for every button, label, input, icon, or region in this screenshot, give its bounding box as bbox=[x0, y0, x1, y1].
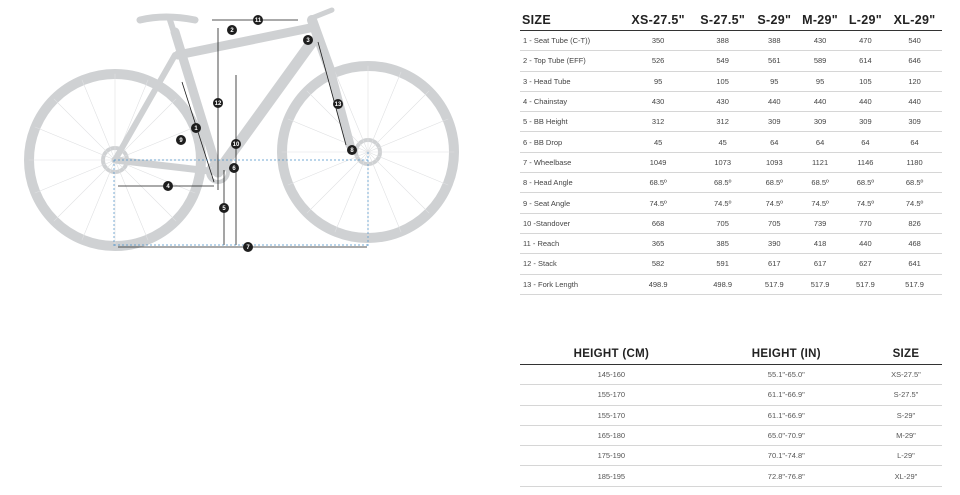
size-header: HEIGHT (CM) bbox=[520, 344, 703, 365]
measurement-value: 105 bbox=[693, 71, 752, 91]
measurement-value: 440 bbox=[797, 91, 844, 111]
measurement-value: 312 bbox=[693, 112, 752, 132]
size-chart-cell: M-29" bbox=[870, 425, 942, 445]
table-row bbox=[520, 254, 942, 274]
size-chart-cell: L-29" bbox=[870, 446, 942, 466]
table-row bbox=[520, 446, 942, 466]
measurement-value: 1049 bbox=[623, 152, 693, 172]
size-header: SIZE bbox=[870, 344, 942, 365]
geometry-header-row bbox=[520, 10, 942, 31]
measurement-value: 430 bbox=[623, 91, 693, 111]
measurement-value: 617 bbox=[797, 254, 844, 274]
measurement-value: 64 bbox=[752, 132, 796, 152]
table-row bbox=[520, 466, 942, 486]
measurement-value: 440 bbox=[887, 91, 942, 111]
measurement-value: 1146 bbox=[844, 152, 888, 172]
measurement-value: 74.5º bbox=[623, 193, 693, 213]
measurement-value: 826 bbox=[887, 213, 942, 233]
measurement-value: 440 bbox=[844, 233, 888, 253]
measurement-value: 74.5º bbox=[887, 193, 942, 213]
measurement-value: 309 bbox=[844, 112, 888, 132]
geometry-header: XS-27.5" bbox=[623, 10, 693, 31]
marker-6-icon bbox=[229, 163, 239, 173]
measurement-label: 7 - Wheelbase bbox=[520, 152, 623, 172]
table-row bbox=[520, 152, 942, 172]
marker-9-icon bbox=[176, 135, 186, 145]
marker-11-icon bbox=[253, 15, 263, 25]
measurement-label: 10 -Standover bbox=[520, 213, 623, 233]
table-row bbox=[520, 112, 942, 132]
measurement-value: 1093 bbox=[752, 152, 796, 172]
size-chart-cell: 155-170 bbox=[520, 405, 703, 425]
size-chart-table bbox=[520, 344, 942, 487]
measurement-value: 390 bbox=[752, 233, 796, 253]
measurement-value: 440 bbox=[752, 91, 796, 111]
size-header: HEIGHT (IN) bbox=[703, 344, 870, 365]
size-chart-cell: 165-180 bbox=[520, 425, 703, 445]
svg-text:3: 3 bbox=[306, 38, 310, 44]
marker-10-icon bbox=[231, 139, 241, 149]
measurement-value: 440 bbox=[844, 91, 888, 111]
measurement-value: 705 bbox=[752, 213, 796, 233]
size-chart-body bbox=[520, 365, 942, 487]
measurement-label: 3 - Head Tube bbox=[520, 71, 623, 91]
svg-text:13: 13 bbox=[334, 102, 342, 108]
measurement-value: 561 bbox=[752, 51, 796, 71]
measurement-value: 614 bbox=[844, 51, 888, 71]
table-row bbox=[520, 91, 942, 111]
measurement-value: 68.5º bbox=[693, 173, 752, 193]
size-chart-cell: 61.1"-66.9" bbox=[703, 385, 870, 405]
measurement-value: 74.5º bbox=[844, 193, 888, 213]
table-row bbox=[520, 365, 942, 385]
measurement-value: 517.9 bbox=[797, 274, 844, 294]
marker-12-icon bbox=[213, 98, 223, 108]
measurement-value: 468 bbox=[887, 233, 942, 253]
bike-geometry-diagram bbox=[0, 0, 480, 300]
table-row bbox=[520, 31, 942, 51]
table-row bbox=[520, 405, 942, 425]
measurement-value: 430 bbox=[693, 91, 752, 111]
measurement-value: 582 bbox=[623, 254, 693, 274]
measurement-value: 350 bbox=[623, 31, 693, 51]
measurement-value: 1073 bbox=[693, 152, 752, 172]
measurement-value: 517.9 bbox=[887, 274, 942, 294]
measurement-label: 5 - BB Height bbox=[520, 112, 623, 132]
measurement-value: 418 bbox=[797, 233, 844, 253]
measurement-value: 617 bbox=[752, 254, 796, 274]
table-row bbox=[520, 132, 942, 152]
measurement-value: 105 bbox=[844, 71, 888, 91]
size-chart-cell: 145-160 bbox=[520, 365, 703, 385]
measurement-value: 498.9 bbox=[693, 274, 752, 294]
size-chart-cell: XL-29" bbox=[870, 466, 942, 486]
table-row bbox=[520, 51, 942, 71]
measurement-label: 9 - Seat Angle bbox=[520, 193, 623, 213]
marker-5-icon bbox=[219, 203, 229, 213]
marker-1-icon bbox=[191, 123, 201, 133]
marker-4-icon bbox=[163, 181, 173, 191]
measurement-value: 1121 bbox=[797, 152, 844, 172]
measurement-value: 95 bbox=[752, 71, 796, 91]
measurement-value: 770 bbox=[844, 213, 888, 233]
marker-8-icon bbox=[347, 145, 357, 155]
svg-text:10: 10 bbox=[232, 142, 240, 148]
measurement-label: 4 - Chainstay bbox=[520, 91, 623, 111]
svg-text:2: 2 bbox=[230, 28, 234, 34]
size-header-row bbox=[520, 344, 942, 365]
measurement-value: 95 bbox=[623, 71, 693, 91]
measurement-value: 430 bbox=[797, 31, 844, 51]
measurement-value: 95 bbox=[797, 71, 844, 91]
measurement-value: 74.5º bbox=[693, 193, 752, 213]
measurement-value: 526 bbox=[623, 51, 693, 71]
size-chart-cell: 65.0"-70.9" bbox=[703, 425, 870, 445]
measurement-label: 8 - Head Angle bbox=[520, 173, 623, 193]
table-row bbox=[520, 193, 942, 213]
marker-7-icon bbox=[243, 242, 253, 252]
measurement-value: 589 bbox=[797, 51, 844, 71]
svg-text:7: 7 bbox=[246, 245, 250, 251]
table-row bbox=[520, 71, 942, 91]
size-chart-cell: 70.1"-74.8" bbox=[703, 446, 870, 466]
measurement-value: 312 bbox=[623, 112, 693, 132]
measurement-value: 627 bbox=[844, 254, 888, 274]
measurement-value: 540 bbox=[887, 31, 942, 51]
svg-text:1: 1 bbox=[194, 126, 198, 132]
marker-13-icon bbox=[333, 99, 343, 109]
measurement-value: 646 bbox=[887, 51, 942, 71]
table-row bbox=[520, 233, 942, 253]
marker-2-icon bbox=[227, 25, 237, 35]
measurement-label: 13 - Fork Length bbox=[520, 274, 623, 294]
svg-text:4: 4 bbox=[166, 184, 170, 190]
size-chart-cell: 155-170 bbox=[520, 385, 703, 405]
table-row bbox=[520, 274, 942, 294]
measurement-value: 668 bbox=[623, 213, 693, 233]
measurement-value: 549 bbox=[693, 51, 752, 71]
measurement-value: 309 bbox=[797, 112, 844, 132]
measurement-value: 705 bbox=[693, 213, 752, 233]
svg-text:8: 8 bbox=[350, 148, 354, 154]
measurement-value: 385 bbox=[693, 233, 752, 253]
svg-text:6: 6 bbox=[232, 166, 236, 172]
bike-frame-icon bbox=[29, 10, 454, 246]
measurement-value: 309 bbox=[887, 112, 942, 132]
measurement-value: 68.5º bbox=[844, 173, 888, 193]
geometry-header: S-29" bbox=[752, 10, 796, 31]
measurement-value: 591 bbox=[693, 254, 752, 274]
measurement-value: 517.9 bbox=[752, 274, 796, 294]
size-chart-cell: S-29" bbox=[870, 405, 942, 425]
measurement-value: 739 bbox=[797, 213, 844, 233]
measurement-value: 68.5º bbox=[623, 173, 693, 193]
size-chart-cell: 72.8"-76.8" bbox=[703, 466, 870, 486]
table-row bbox=[520, 385, 942, 405]
size-chart-cell: 175-190 bbox=[520, 446, 703, 466]
geometry-header: S-27.5" bbox=[693, 10, 752, 31]
measurement-label: 6 - BB Drop bbox=[520, 132, 623, 152]
svg-text:12: 12 bbox=[214, 101, 222, 107]
measurement-value: 470 bbox=[844, 31, 888, 51]
geometry-header: M-29" bbox=[797, 10, 844, 31]
measurement-value: 64 bbox=[844, 132, 888, 152]
measurement-label: 1 - Seat Tube (C-T)) bbox=[520, 31, 623, 51]
size-chart-cell: 61.1"-66.9" bbox=[703, 405, 870, 425]
measurement-value: 68.5º bbox=[887, 173, 942, 193]
measurement-value: 517.9 bbox=[844, 274, 888, 294]
size-chart-cell: 55.1"-65.0" bbox=[703, 365, 870, 385]
measurement-value: 45 bbox=[623, 132, 693, 152]
measurement-value: 120 bbox=[887, 71, 942, 91]
svg-text:5: 5 bbox=[222, 206, 226, 212]
geometry-header: L-29" bbox=[844, 10, 888, 31]
geometry-header: XL-29" bbox=[887, 10, 942, 31]
size-chart-cell: 185-195 bbox=[520, 466, 703, 486]
svg-text:11: 11 bbox=[254, 18, 262, 24]
table-row bbox=[520, 425, 942, 445]
measurement-value: 64 bbox=[887, 132, 942, 152]
measurement-value: 388 bbox=[752, 31, 796, 51]
svg-text:9: 9 bbox=[179, 138, 183, 144]
measurement-value: 68.5º bbox=[797, 173, 844, 193]
measurement-value: 45 bbox=[693, 132, 752, 152]
geometry-header: SIZE bbox=[520, 10, 623, 31]
measurement-label: 11 - Reach bbox=[520, 233, 623, 253]
measurement-value: 1180 bbox=[887, 152, 942, 172]
measurement-value: 64 bbox=[797, 132, 844, 152]
measurement-value: 309 bbox=[752, 112, 796, 132]
measurement-value: 74.5º bbox=[752, 193, 796, 213]
size-chart-cell: S-27.5" bbox=[870, 385, 942, 405]
measurement-label: 12 - Stack bbox=[520, 254, 623, 274]
marker-3-icon bbox=[303, 35, 313, 45]
geometry-table bbox=[520, 10, 942, 295]
table-row bbox=[520, 173, 942, 193]
table-row bbox=[520, 213, 942, 233]
measurement-value: 641 bbox=[887, 254, 942, 274]
size-chart-cell: XS-27.5" bbox=[870, 365, 942, 385]
measurement-value: 388 bbox=[693, 31, 752, 51]
geometry-table-body bbox=[520, 31, 942, 295]
measurement-value: 498.9 bbox=[623, 274, 693, 294]
measurement-value: 74.5º bbox=[797, 193, 844, 213]
measurement-value: 68.5º bbox=[752, 173, 796, 193]
measurement-label: 2 - Top Tube (EFF) bbox=[520, 51, 623, 71]
measurement-value: 365 bbox=[623, 233, 693, 253]
